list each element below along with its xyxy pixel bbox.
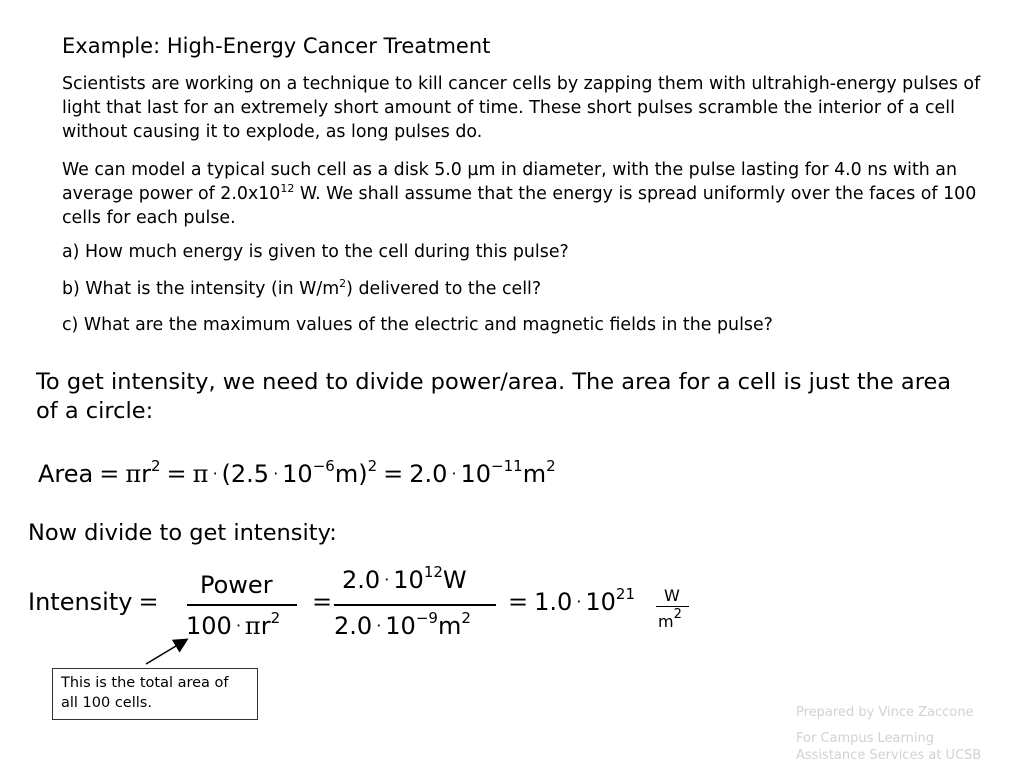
intensity-result: = $1.0 \cdot 10^{21}$ [508, 585, 636, 616]
question-b: b) What is the intensity (in $W/m^2$) delivered to the cell? [62, 277, 542, 299]
area-equation: Area = $\pi r^2 = \pi \cdot (2.5 \cdot 10^{-6}m)^2 = 2.0 \cdot 10^{-11}m^2$ [38, 457, 556, 488]
equals-sign: = [312, 588, 333, 616]
model-paragraph: We can model a typical such cell as a disk 5.0 µm in diameter, with the pulse lasting for 4.0 ns with an average power of $2.0x10^{12}$ W. We shall assume that the energy is spread uniformly over the faces of 100 cells for each pulse. [62, 160, 977, 228]
question-a: a) How much energy is given to the cell during this pulse? [62, 242, 569, 262]
fraction2-numerator: $2.0 \cdot 10^{12}W$ [342, 563, 467, 594]
question-c: c) What are the maximum values of the electric and magnetic fields in the pulse? [62, 315, 773, 335]
unit-denominator: $m^2$ [658, 607, 682, 631]
intro-paragraph: Scientists are working on a technique to kill cancer cells by zapping them with ultrahigh-energy pulses of light that last for an extremely short amount of time. These short pulses scramble the interior of a cell without causing it to explode, as long pulses do. [62, 74, 981, 142]
unit-numerator: W [664, 586, 680, 605]
fraction1-numerator: Power [200, 571, 273, 599]
callout-box: This is the total area of all 100 cells. [52, 668, 258, 720]
fraction1-denominator: $100 \cdot \pi r^2$ [186, 609, 281, 640]
fraction2-denominator: $2.0 \cdot 10^{-9}m^2$ [334, 609, 471, 640]
solution-intro: To get intensity, we need to divide power/area. The area for a cell is just the area of a circle: [36, 369, 952, 424]
now-divide-text: Now divide to get intensity: [28, 520, 337, 546]
footer-author: Prepared by Vince Zaccone [796, 705, 974, 720]
page-title: Example: High-Energy Cancer Treatment [62, 34, 491, 58]
footer-affiliation: For Campus Learning Assistance Services at UCSB [796, 731, 982, 763]
intensity-label: Intensity = [28, 588, 159, 616]
